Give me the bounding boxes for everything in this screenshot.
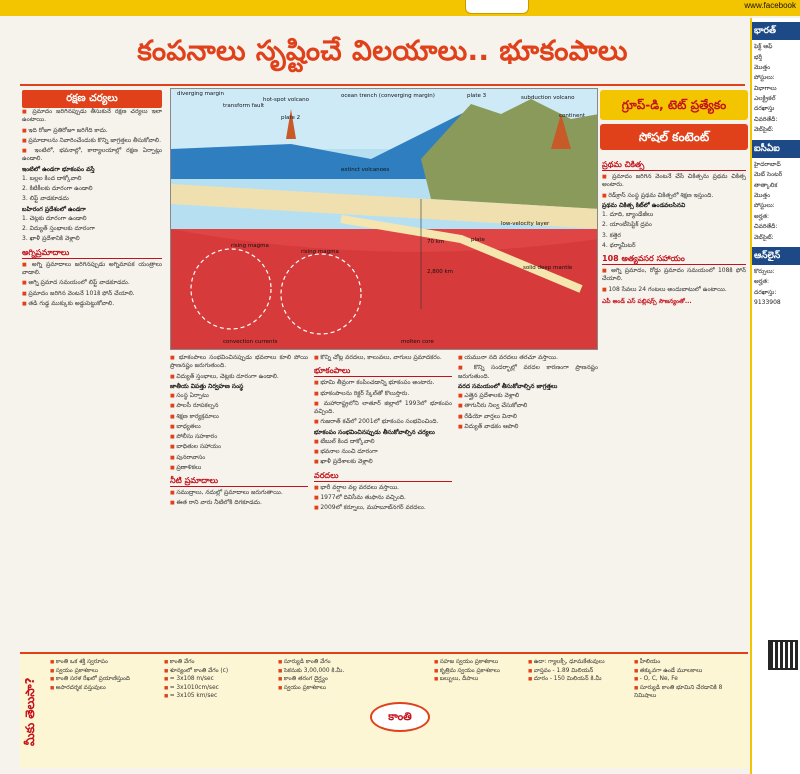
col2-list-item: ■ పాలసీ రూపకల్పన	[170, 402, 308, 410]
label-rising-magma-1: rising magma	[231, 243, 269, 249]
col3-section-title-2: వరదలు	[314, 470, 452, 482]
right-column	[602, 156, 746, 648]
sidebar-band-1: భారత్	[752, 22, 800, 40]
col4-list-item: ■ తాగునీరు నిల్వ చేసుకోవాలి	[458, 402, 598, 410]
col4-list-item: ■ విద్యుత్ వాడకం ఆపాలి	[458, 423, 598, 431]
col4-para: ■ యమునా నది వరదలు తరచూ వస్తాయి.	[458, 354, 598, 362]
bottom-col-3	[278, 658, 366, 766]
col1-para: ■ ఇది రోజూ ప్రతిరోజూ జరిగేది కాదు.	[22, 127, 162, 135]
label-solid-mantle: solid deep mantle	[523, 265, 573, 271]
col1-list-item: 1. చెట్లకు దూరంగా ఉండాలి	[22, 214, 87, 222]
col4-list-item: ■ రేడియో వార్తలు వినాలి	[458, 413, 598, 421]
fact: ■ తక్కువగా ఉండే మూలకాలు	[634, 667, 744, 676]
col3-para: ■ కొన్ని చోట్ల వరదలు, కాలువలు, వాగులు ప్రమాదకరం.	[314, 354, 452, 362]
sidebar-item: భర్తీ	[754, 53, 763, 61]
bottom-col-2	[164, 658, 272, 766]
col3-sub: భూకంపం సంభవించినప్పుడు తీసుకోవాల్సిన చర్యలు	[314, 428, 435, 436]
publisher-note: ఎపీ అండ్ ఎస్ పబ్లిషర్స్ సౌజన్యంతో...	[602, 297, 692, 305]
sidebar-item: 9133908	[754, 299, 781, 307]
col3-para: ■ భారీ వర్షాల వల్ల వరదలు వస్తాయి.	[314, 484, 452, 492]
col2-para: ■ విద్యుత్ స్తంభాలు, చెట్లకు దూరంగా ఉండాలి.	[170, 373, 308, 381]
col1-para: ■ అగ్ని ప్రమాద సమయంలో లిఫ్ట్ వాడకూడదు.	[22, 279, 162, 287]
sidebar-item: ఫెక్ట్ ఆఫ్	[754, 43, 773, 51]
col2-para: ■ ఈత రాని వారు నీటిలోకి దిగకూడదు.	[170, 499, 308, 507]
col2-list-item: ■ పునరావాసం	[170, 454, 308, 462]
plate-tectonics-diagram	[170, 88, 598, 350]
col4-para: ■ కొన్ని సందర్భాల్లో వరదల కారణంగా ప్రాణనష్టం జరుగుతుంది.	[458, 364, 598, 381]
sidebar-item: మొత్తం	[754, 191, 771, 199]
col2-section-title: నీటి ప్రమాదాలు	[170, 475, 308, 487]
right-list-item: 4. థర్మామీటర్	[602, 241, 636, 249]
label-hotspot: hot-spot volcano	[263, 97, 310, 103]
label-continent: continent	[559, 113, 586, 119]
sidebar-item: అర్హత:	[754, 212, 770, 220]
sidebar-item: పోస్టులు:	[754, 202, 775, 210]
col1-header: రక్షణ చర్యలు	[22, 90, 162, 108]
col1-para: ■ ప్రమాదాలను నివారించేందుకు కొన్ని జాగ్రత్తలు తీసుకోవాలి.	[22, 137, 162, 145]
label-subduction: subduction volcano	[521, 95, 575, 101]
sidebar-item: తాత్కాలిక	[754, 181, 778, 189]
col3-list-item: ■ ఖాళీ ప్రదేశాలకు వెళ్లాలి	[314, 458, 452, 466]
sidebar-item[interactable]: వెబ్‌సైట్:	[754, 126, 774, 134]
fact: ■ సూర్యుడి కాంతి వేగం	[278, 658, 366, 667]
fact: ■ సెకనుకు 3,00,000 కి.మీ.	[278, 667, 366, 676]
bottom-col-1	[50, 658, 158, 766]
fact: ■ శూన్యంలో కాంతి వేగం (c)	[164, 667, 272, 676]
fact: ■ స్వయం ప్రకాశకాలు	[278, 684, 366, 693]
col3-section-title: భూకంపాలు	[314, 365, 452, 377]
col1-list-item: 3. ఖాళీ ప్రదేశానికి వెళ్లాలి	[22, 235, 80, 243]
sidebar-item: దరఖాస్తు	[754, 105, 775, 113]
col4-sub: వరద సమయంలో తీసుకోవాల్సిన జాగ్రత్తలు	[458, 382, 558, 390]
col2-list-item: ■ బాధితుల సహాయం	[170, 443, 308, 451]
qr-code-icon[interactable]	[768, 640, 798, 670]
label-transform: transform fault	[223, 103, 265, 109]
fact: ■ సహజ స్వయం ప్రకాశకాలు	[434, 658, 522, 667]
label-diverging: diverging margin	[177, 91, 224, 97]
right-para: ■ ప్రమాదం జరిగిన వెంటనే చేసే చికిత్సను ప్రథమ చికిత్స అంటారు.	[602, 173, 746, 190]
col1-sub2: బహిరంగ ప్రదేశంలో ఉండగా	[22, 205, 86, 213]
fact: ■ హీలియం	[634, 658, 744, 667]
sidebar-item: విభాగాలు	[754, 84, 777, 92]
sidebar-item: చివరితేదీ:	[754, 115, 778, 123]
fact: ■ దూరం - 150 మిలియన్ కి.మీ	[528, 675, 628, 684]
fact: ■ సూర్యుడి కాంతి భూమిని చేరడానికి 8 నిమిషాలు	[634, 684, 744, 701]
column-1	[22, 108, 162, 648]
right-list-item: 2. యాంటీసెప్టిక్ ద్రవం	[602, 221, 652, 229]
sidebar-item: చివరితేదీ:	[754, 223, 778, 231]
bottom-col-4	[434, 658, 522, 766]
fact: ■ = 3x1010cm/sec	[164, 684, 272, 693]
sidebar-item: కొర్సులు:	[754, 268, 775, 276]
label-2800km: 2,800 km	[427, 269, 454, 275]
col1-list-item: 3. లిఫ్ట్ వాడకూడదు	[22, 195, 69, 203]
right-sub: ప్రథమ చికిత్స కిట్‌లో ఉండవలసినవి	[602, 201, 686, 209]
label-low-velocity: low-velocity layer	[501, 221, 550, 227]
column-2	[170, 354, 308, 648]
label-convection: convection currents	[223, 339, 278, 345]
fact: ■ బల్బులు, దీపాలు	[434, 675, 522, 684]
right-section-title-2: 108 అత్యవసర సహాయం	[602, 253, 746, 265]
group-d-tet-tag: గ్రూప్-డి, టెట్ ప్రత్యేకం	[600, 90, 748, 120]
fact: ■ అపారదర్శక వస్తువులు	[50, 684, 158, 693]
fact: ■ కాంతి సరళ రేఖలో ప్రయాణిస్తుంది	[50, 675, 158, 684]
col3-para: ■ గుజరాత్ కచ్‌లో 2001లో భూకంపం సంభవించింది.	[314, 418, 452, 426]
fact: ■ ఉదా: గ్యాలక్సీ, ధూమకేతువులు	[528, 658, 628, 667]
right-list2-item: ■ 108 సేవలు 24 గంటలు అందుబాటులో ఉంటాయి.	[602, 286, 746, 294]
facebook-url[interactable]: www.facebook	[744, 1, 796, 10]
sidebar-item: హైదరాబాద్	[754, 160, 781, 168]
col1-para: ■ అగ్ని ప్రమాదాలు జరిగినప్పుడు అగ్నిమాపక యంత్రాలు వాడాలి.	[22, 261, 162, 278]
label-plate3: plate 3	[467, 93, 487, 99]
col3-para: ■ భూకంపాలను రిక్టర్ స్కేల్‌తో కొలుస్తారు.	[314, 390, 452, 398]
sidebar-item: మొత్తం	[754, 63, 771, 71]
col1-sub1: ఇంటిలో ఉండగా భూకంపం వస్తే	[22, 165, 95, 173]
col3-para: ■ 1977లో దివిసీమ తుఫాను వచ్చింది.	[314, 494, 452, 502]
label-70km: 70 km	[427, 239, 445, 245]
right-section-title: ప్రథమ చికిత్స	[602, 159, 746, 171]
social-content-tag: సోషల్ కంటెంట్	[600, 124, 748, 150]
bottom-col-6	[634, 658, 744, 766]
fact: ■ కాంతి ఒక శక్తి స్వరూపం	[50, 658, 158, 667]
right-list-item: 3. కత్తెర	[602, 231, 621, 239]
fact: ■ = 3x105 km/sec	[164, 692, 272, 701]
did-you-know-box	[20, 652, 748, 768]
col4-list-item: ■ ఎత్తైన ప్రదేశాలకు వెళ్లాలి	[458, 392, 598, 400]
page-headline: కంపనాలు సృష్టించే విలయాలు.. భూకంపాలు	[137, 34, 628, 67]
column-3	[314, 354, 452, 648]
col1-list-item: 2. కిటికీలకు దూరంగా ఉండాలి	[22, 185, 93, 193]
headline-rule	[20, 84, 745, 86]
fact: ■ = 3x108 m/sec	[164, 675, 272, 684]
col2-list-item: ■ శిక్షణ కార్యక్రమాలు	[170, 413, 308, 421]
col1-para: ■ ప్రమాదం జరిగినప్పుడు తీసుకునే రక్షణ చర్యలు ఇలా ఉంటాయి.	[22, 108, 162, 125]
right-list2-item: ■ అగ్ని ప్రమాదం, రోడ్డు ప్రమాదం సమయంలో 108కి ఫోన్ చేయాలి.	[602, 267, 746, 284]
col3-list-item: ■ భవనాల నుంచి దూరంగా	[314, 448, 452, 456]
col2-list-item: ■ పోలీసు సహకారం	[170, 433, 308, 441]
masthead-logo	[465, 0, 529, 14]
sidebar-item: పోస్టులు:	[754, 74, 775, 82]
col3-para: ■ 2009లో కర్నూలు, మహబూబ్‌నగర్ వరదలు.	[314, 504, 452, 512]
column-4	[458, 354, 598, 648]
bottom-col-5	[528, 658, 628, 766]
fact: ■ కాంతి తరంగ దైర్ఘ్యం	[278, 675, 366, 684]
col2-list-item: ■ సంస్థ ఏర్పాటు	[170, 392, 308, 400]
sidebar-item[interactable]: వెబ్‌సైట్:	[754, 233, 774, 241]
sidebar-band-2: ఐసీఏఐ	[752, 140, 800, 158]
col1-section-title: అగ్నిప్రమాదాలు	[22, 247, 162, 259]
fact: ■ కాంతి వేగం	[164, 658, 272, 667]
sidebar-item: అర్హత:	[754, 278, 770, 286]
label-extinct: extinct volcanoes	[341, 167, 390, 173]
col2-sub: జాతీయ విపత్తు నిర్వహణ సంస్థ	[170, 382, 244, 390]
col2-list-item: ■ బాధ్యతలు	[170, 423, 308, 431]
right-list-item: 1. దూది, బ్యాండేజీలు	[602, 211, 654, 219]
col3-para: ■ భూమి తీవ్రంగా కంపించడాన్ని భూకంపం అంటారు.	[314, 379, 452, 387]
col3-list-item: ■ టేబుల్ కింద దాక్కోవాలి	[314, 438, 452, 446]
col1-list-item: 1. బల్లల కింద దాక్కోవాలి	[22, 174, 82, 182]
col3-para: ■ మహారాష్ట్రలోని లాతూర్ జిల్లాలో 1993లో భూకంపం వచ్చింది.	[314, 400, 452, 417]
fact: ■ స్వయం ప్రకాశకాలు	[50, 667, 158, 676]
label-plate2: plate 2	[281, 115, 301, 121]
col2-list-item: ■ ప్రణాళికలు	[170, 464, 308, 472]
fact: ■ వాస్తవం - 1.89 మిలియన్	[528, 667, 628, 676]
col1-list-item: 2. విద్యుత్ స్తంభాలకు దూరంగా	[22, 225, 95, 233]
top-bar	[0, 0, 800, 16]
fact: ■ కృత్రిమ స్వయం ప్రకాశకాలు	[434, 667, 522, 676]
col2-para: ■ భూకంపాలు సంభవించినప్పుడు భవనాలు కూలి పోయి ప్రాణనష్టం జరుగుతుంది.	[170, 354, 308, 371]
label-plate: plate	[471, 237, 485, 243]
diagram-svg	[171, 89, 598, 350]
sidebar-item: ఎలక్ట్రికల్	[754, 95, 776, 103]
col2-para: ■ సముద్రాలు, నదుల్లో ప్రమాదాలు జరుగుతాయి.	[170, 489, 308, 497]
sidebar-item: దరఖాస్తు:	[754, 288, 777, 296]
col1-para: ■ ఇంటిలో, భవనాల్లో, కార్యాలయాల్లో రక్షణ ఏర్పాట్లు ఉండాలి.	[22, 147, 162, 164]
right-para: ■ రెడ్‌క్రాస్ సంస్థ ప్రథమ చికిత్సలో శిక్షణ ఇస్తుంది.	[602, 192, 746, 200]
sidebar-item: మెట్ సెంటర్	[754, 171, 783, 179]
col1-para: ■ ప్రమాదం జరిగిన వెంటనే 101కి ఫోన్ చేయాలి.	[22, 290, 162, 298]
label-rising-magma-2: rising magma	[301, 249, 339, 255]
sidebar-band-3: ఆన్‌లైన్	[752, 247, 800, 265]
label-core: molten core	[401, 339, 434, 345]
fact: ■ - O, C, Ne, Fe	[634, 675, 744, 684]
light-topic-badge: కాంతి	[370, 702, 430, 732]
did-you-know-label: మీకు తెలుసా?	[23, 677, 37, 747]
label-trench: ocean trench (converging margin)	[341, 93, 435, 99]
col1-para: ■ తడి గుడ్డ ముక్కుకు అడ్డుపెట్టుకోవాలి.	[22, 300, 162, 308]
